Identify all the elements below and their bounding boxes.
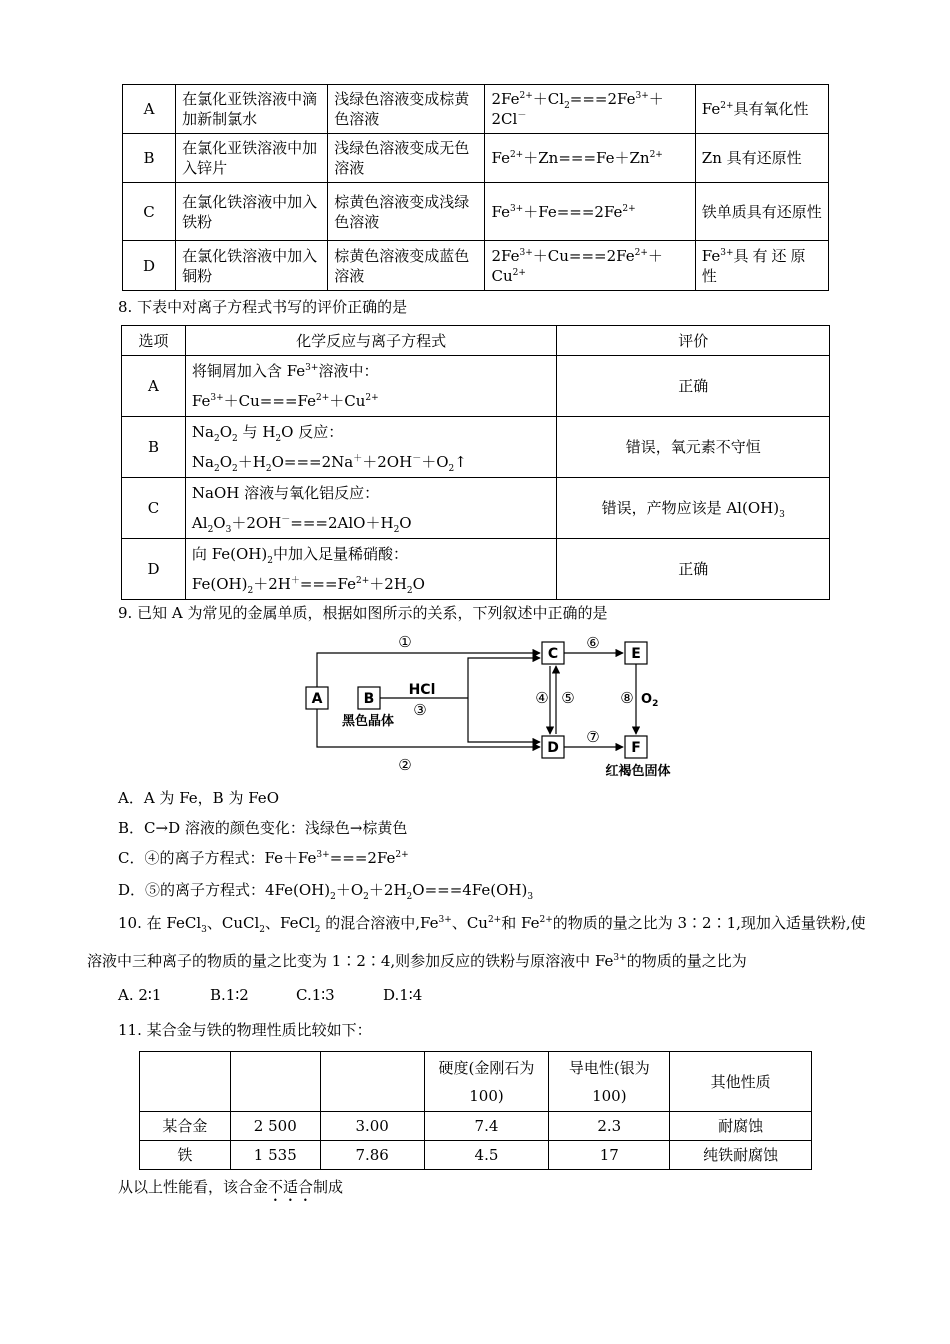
header-cell: 选项 xyxy=(122,326,186,356)
table-cell: 铁 xyxy=(140,1141,231,1170)
q9-diagram xyxy=(300,630,700,780)
table-row xyxy=(123,85,829,134)
q10-option-a[interactable]: A. 2∶1 xyxy=(118,986,162,1004)
header-cell: 化学反应与离子方程式 xyxy=(185,326,556,356)
q8-table xyxy=(121,325,830,600)
evaluation-cell: 正确 xyxy=(557,539,830,600)
table-row xyxy=(122,417,830,478)
table-cell: 3.00 xyxy=(320,1112,424,1141)
operation-cell: 在氯化铁溶液中加入铜粉 xyxy=(176,241,328,291)
label-step1: ① xyxy=(398,633,412,651)
arrow-b-c xyxy=(468,658,540,698)
table-header-row xyxy=(122,326,830,356)
conclusion-cell: $Fe^{3+}$具有还原性 xyxy=(695,241,828,291)
table-cell: 7.4 xyxy=(424,1112,549,1141)
table-cell: 2.3 xyxy=(549,1112,670,1141)
table-cell: 耐腐蚀 xyxy=(670,1112,812,1141)
q10-line1: 10. 在 FeCl$_3$、CuCl$_2$、FeCl$_2$ 的混合溶液中$,Fe^{3+}$、$Cu^{2+}$和 $Fe^{2+}$的物质的量之比为 3∶2∶1,现加入适量铁粉,使 xyxy=(118,914,866,935)
header-cell: 评价 xyxy=(557,326,830,356)
table-row xyxy=(123,134,829,183)
equation-cell: $Fe^{3+}+Fe===2Fe^{2+}$ xyxy=(485,183,695,241)
q9-stem: 9. 已知 A 为常见的金属单质，根据如图所示的关系，下列叙述中正确的是 xyxy=(118,604,608,622)
q7-table xyxy=(122,84,829,291)
label-step4: ④ xyxy=(535,689,549,707)
table-cell: 纯铁耐腐蚀 xyxy=(670,1141,812,1170)
node-e: E xyxy=(631,646,641,662)
q9-option-c[interactable]: C．④的离子方程式：$Fe+Fe^{3+}===2Fe^{2+}$ xyxy=(118,849,409,867)
operation-cell: 在氯化铁溶液中加入铁粉 xyxy=(176,183,328,241)
node-b: B xyxy=(363,691,375,707)
option-cell: A xyxy=(122,356,186,417)
q10-option-b[interactable]: B.1∶2 xyxy=(210,986,249,1004)
equation-cell: $Fe^{2+}+Zn===Fe+Zn^{2+}$ xyxy=(485,134,695,183)
evaluation-cell: 错误，氧元素不守恒 xyxy=(557,417,830,478)
node-d: D xyxy=(547,740,559,756)
phenomenon-cell: 浅绿色溶液变成棕黄色溶液 xyxy=(328,85,485,134)
q9-option-d[interactable]: D．⑤的离子方程式：$4Fe(OH)_2+O_2+2H_2O===4Fe(OH)_3$ xyxy=(118,881,534,902)
table-header-row xyxy=(140,1052,812,1112)
phenomenon-cell: 棕黄色溶液变成蓝色溶液 xyxy=(328,241,485,291)
table-cell: 4.5 xyxy=(424,1141,549,1170)
q11-footer: 从以上性能看，该合金不适合制成 xyxy=(118,1178,344,1196)
table-row xyxy=(123,183,829,241)
option-cell: C xyxy=(122,478,186,539)
option-cell: D xyxy=(123,241,176,291)
phenomenon-cell: 浅绿色溶液变成无色溶液 xyxy=(328,134,485,183)
q8-stem: 8. 下表中对离子方程式书写的评价正确的是 xyxy=(118,298,408,316)
option-cell: A xyxy=(123,85,176,134)
header-cell xyxy=(320,1052,424,1112)
label-step6: ⑥ xyxy=(586,634,600,652)
conclusion-cell: 铁单质具有还原性 xyxy=(695,183,828,241)
table-cell: 7.86 xyxy=(320,1141,424,1170)
table-row xyxy=(122,478,830,539)
header-cell: 其他性质 xyxy=(670,1052,812,1112)
q11-stem: 11. 某合金与铁的物理性质比较如下： xyxy=(118,1021,372,1039)
node-f: F xyxy=(631,740,641,756)
header-cell: 硬度(金刚石为 100) xyxy=(424,1052,549,1112)
option-cell: D xyxy=(122,539,186,600)
evaluation-cell: 错误，产物应该是 $Al(OH)_3$ xyxy=(557,478,830,539)
option-cell: C xyxy=(123,183,176,241)
table-cell: 2 500 xyxy=(230,1112,320,1141)
table-row xyxy=(123,241,829,291)
q10-option-c[interactable]: C.1∶3 xyxy=(296,986,335,1004)
label-hcl: HCl xyxy=(408,682,436,698)
equation-cell: $2Fe^{2+}+Cl_2===2Fe^{3+}+2Cl^-$ xyxy=(485,85,695,134)
node-a: A xyxy=(311,691,323,707)
q10-line2: 溶液中三种离子的物质的量之比变为 1∶2∶4,则参加反应的铁粉与原溶液中 $Fe^{3+}$的物质的量之比为 xyxy=(87,952,747,970)
emphasis-text: 不适合 xyxy=(268,1178,314,1196)
reaction-cell: 向 $Fe(OH)_2$中加入足量稀硝酸： $Fe(OH)_2+2H^+===Fe^{2+}+2H_2O$ xyxy=(185,539,556,600)
operation-cell: 在氯化亚铁溶液中加入锌片 xyxy=(176,134,328,183)
table-row xyxy=(140,1141,812,1170)
table-row xyxy=(122,539,830,600)
option-cell: B xyxy=(122,417,186,478)
label-b-desc: 黑色晶体 xyxy=(341,714,395,729)
node-c: C xyxy=(547,646,559,662)
header-cell xyxy=(140,1052,231,1112)
conclusion-cell: $Fe^{2+}$具有氧化性 xyxy=(695,85,828,134)
evaluation-cell: 正确 xyxy=(557,356,830,417)
q9-option-a[interactable]: A．A 为 Fe，B 为 FeO xyxy=(118,789,279,807)
reaction-cell: NaOH 溶液与氧化铝反应： $Al_2O_3+2OH^-===2AlO+H_2O$ xyxy=(185,478,556,539)
label-step3: ③ xyxy=(413,701,427,719)
q10-option-d[interactable]: D.1∶4 xyxy=(383,986,423,1004)
equation-cell: $2Fe^{3+}+Cu===2Fe^{2+}+Cu^{2+}$ xyxy=(485,241,695,291)
label-o2: $O_2$ xyxy=(641,692,659,709)
reaction-cell: $Na_2O_2$ 与 $H_2O$ 反应： $Na_2O_2+H_2O===2Na^++2OH^-+O_2↑$ xyxy=(185,417,556,478)
table-cell: 某合金 xyxy=(140,1112,231,1141)
operation-cell: 在氯化亚铁溶液中滴加新制氯水 xyxy=(176,85,328,134)
label-step2: ② xyxy=(398,756,412,774)
q11-table xyxy=(139,1051,812,1170)
reaction-cell: 将铜屑加入含 $Fe^{3+}$溶液中： $Fe^{3+}+Cu===Fe^{2+}+Cu^{2+}$ xyxy=(185,356,556,417)
arrow-b-d xyxy=(468,698,540,742)
table-cell: 17 xyxy=(549,1141,670,1170)
q9-option-b[interactable]: B．C→D 溶液的颜色变化：浅绿色→棕黄色 xyxy=(118,819,408,837)
option-cell: B xyxy=(123,134,176,183)
label-step5: ⑤ xyxy=(561,689,575,707)
table-row xyxy=(122,356,830,417)
table-row xyxy=(140,1112,812,1141)
header-cell: 导电性(银为 100) xyxy=(549,1052,670,1112)
label-step8: ⑧ xyxy=(620,689,634,707)
header-cell xyxy=(230,1052,320,1112)
table-cell: 1 535 xyxy=(230,1141,320,1170)
phenomenon-cell: 棕黄色溶液变成浅绿色溶液 xyxy=(328,183,485,241)
conclusion-cell: Zn 具有还原性 xyxy=(695,134,828,183)
label-f-desc: 红褐色固体 xyxy=(605,764,671,779)
label-step7: ⑦ xyxy=(586,728,600,746)
